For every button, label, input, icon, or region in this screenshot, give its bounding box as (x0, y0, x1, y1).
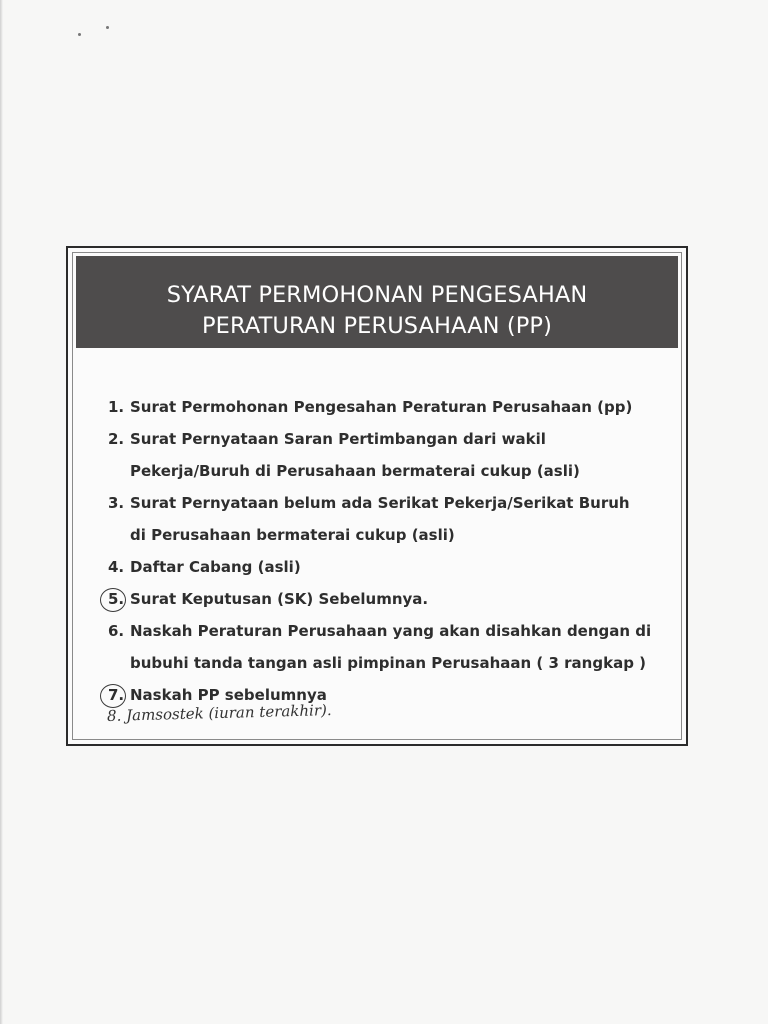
title-line-1: SYARAT PERMOHONAN PENGESAHAN (166, 282, 588, 308)
item-number: 6. (108, 622, 125, 640)
item-number: 4. (108, 558, 125, 576)
item-number-circled: 7. (108, 679, 124, 711)
list-item (108, 615, 688, 679)
title-banner (76, 256, 678, 348)
list-item (108, 423, 688, 487)
item-text: Daftar Cabang (asli) (130, 558, 301, 576)
page-edge-shadow (0, 0, 3, 1024)
item-text: Naskah Peraturan Perusahaan yang akan disahkan dengan di (130, 622, 652, 640)
paper-speck (106, 26, 109, 29)
handwritten-note: 8. Jamsostek (iuran terakhir). (106, 701, 332, 725)
item-text: Pekerja/Buruh di Perusahaan bermaterai cukup (asli) (130, 462, 580, 480)
item-number-circled: 5. (108, 583, 124, 615)
item-text: Naskah PP sebelumnya (130, 686, 327, 704)
list-item (108, 391, 688, 423)
requirements-card (66, 246, 688, 746)
list-item (108, 487, 688, 551)
item-number: 2. (108, 430, 125, 448)
item-text: Surat Keputusan (SK) Sebelumnya. (130, 590, 429, 608)
title-line-2: PERATURAN PERUSAHAAN (PP) (202, 313, 552, 339)
requirements-list (108, 391, 688, 711)
item-number: 3. (108, 494, 125, 512)
item-text: Surat Pernyataan Saran Pertimbangan dari wakil (130, 430, 546, 448)
item-text: Surat Pernyataan belum ada Serikat Pekerja/Serikat Buruh (130, 494, 630, 512)
item-text: bubuhi tanda tangan asli pimpinan Perusahaan ( 3 rangkap ) (130, 654, 647, 672)
item-number: 1. (108, 398, 125, 416)
item-text: di Perusahaan bermaterai cukup (asli) (130, 526, 455, 544)
paper-speck (78, 33, 81, 36)
item-text: Surat Permohonan Pengesahan Peraturan Perusahaan (pp) (130, 398, 633, 416)
list-item (108, 551, 688, 583)
list-item (108, 583, 688, 615)
